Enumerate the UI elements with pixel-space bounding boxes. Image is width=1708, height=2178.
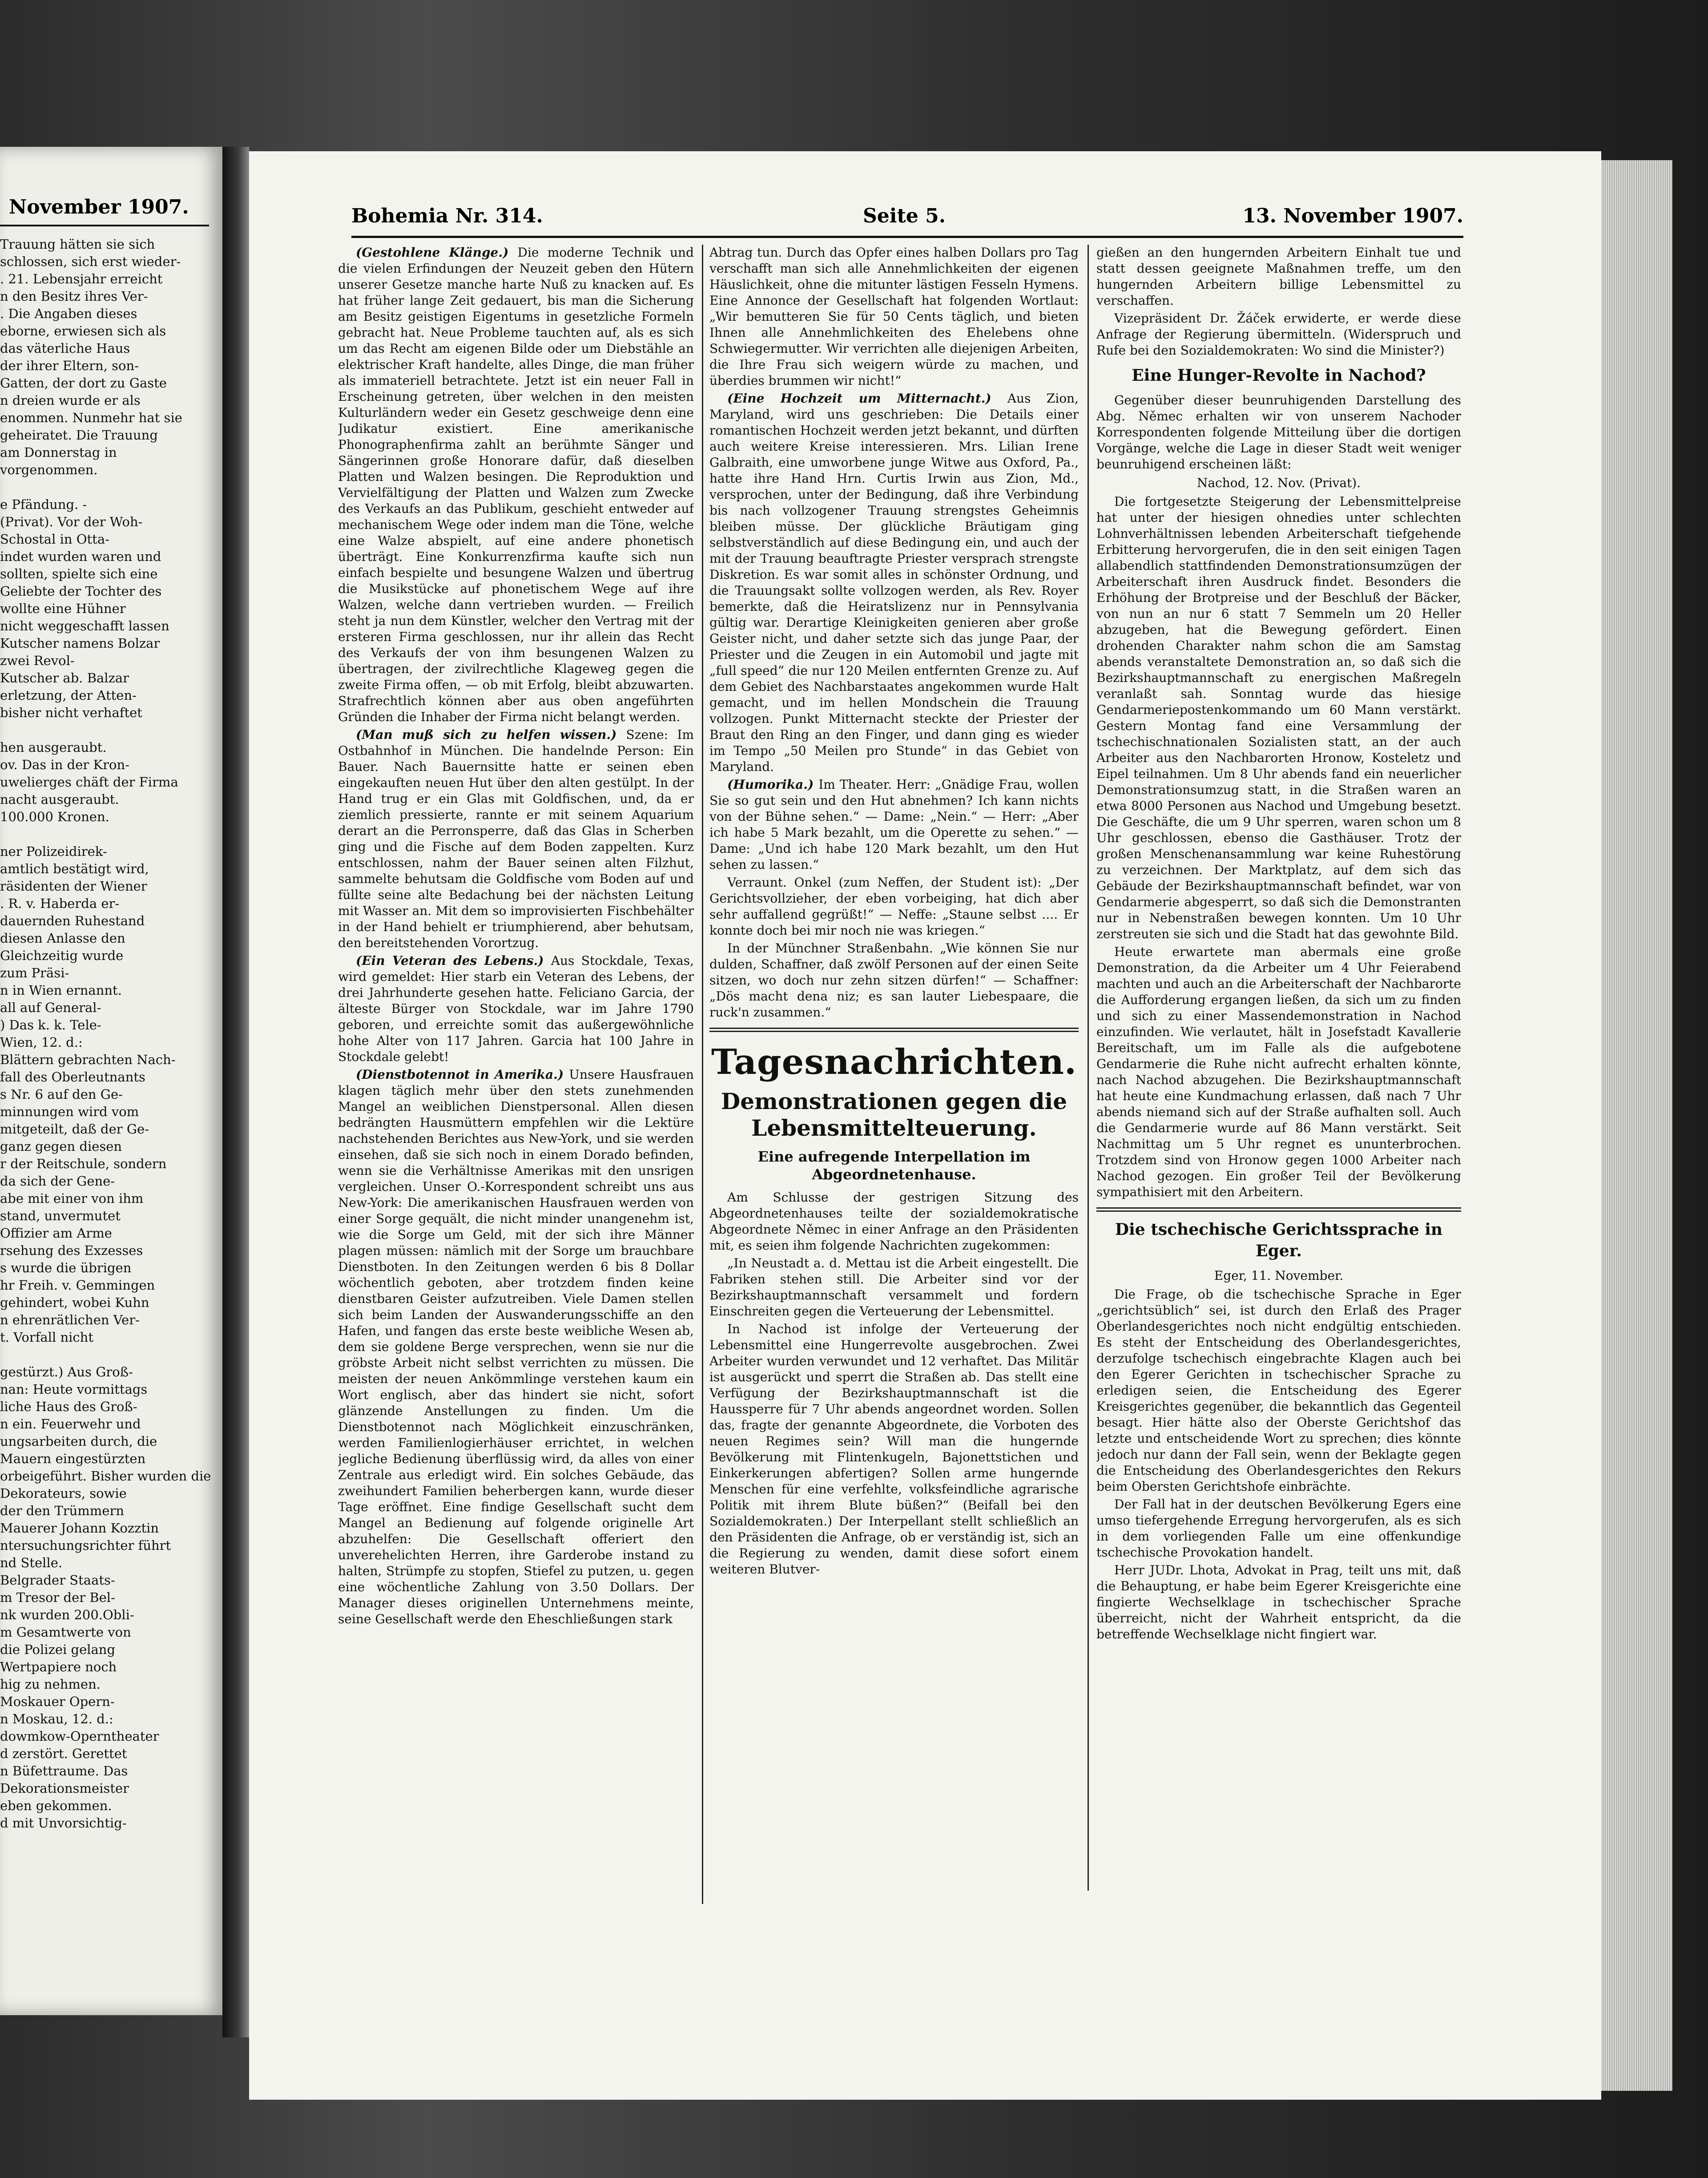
article-paragraph: [709, 1190, 1079, 1254]
left-page-line: gehindert, wobei Kuhn: [0, 1295, 149, 1310]
left-page-line: rsehung des Exzesses: [0, 1243, 143, 1258]
paragraph-text: Szene: Im Ostbahnhof in München. Die handelnde Person: Ein Bauer. Nach Bauernsitte hatte er seinen eben eingekauften neuen Hut über den alten gestülpt. In der Hand trug er ein Glas mit Goldfischen, und, da er ziemlich pressierte, rannte er mit seinem Aquarium derart an die Perronsperre, daß das Glas in Scherben ging und die Fische auf dem Boden zappelten. Kurz entschlossen, nahm der Bauer seinen alten Filzhut, sammelte behutsam die Goldfische vom Boden auf und füllte seine alte Bedachung bei der nächsten Leitung mit Wasser an. Mit dem so improvisierten Fischbehälter in der Hand behielt er triumphierend, aber behutsam, den bereitstehenden Vorortzug.: [338, 727, 694, 950]
paragraph-text: Unsere Hausfrauen klagen täglich mehr über den stets zunehmenden Mangel an weiblichen Dienstpersonal. Allen diesen bedrängten Hausmüttern empfehlen wir die Lektüre nachstehenden Berichtes aus New-York, und sie werden einsehen, daß sie sich noch in einem Dorado befinden, wenn sie die Verhältnisse Amerikas mit den unsrigen vergleichen. Unser O.-Korrespondent schreibt uns aus New-York: Die amerikanischen Hausfrauen werden von einer Sorge gequält, die nicht minder unangenehm ist, wie die Sorge um Geld, mit der sich ihre Männer plagen müssen: nämlich mit der Sorge um brauchbare Dienstboten. In den Zeitungen werden 6 bis 8 Dollar wöchentlich geboten, aber trotzdem finden keine dienstbaren Geister aufzutreiben. Viele Damen stellen sich beim Landen der Auswanderungsschiffe an den Hafen, und fangen das erste beste weibliche Wesen ab, dem sie goldene Berge versprechen, wenn sie nur die gröbste Arbeit nicht selbst verrichten zu müssen. Die meisten der neuen Ankömmlinge verstehen kaum ein Wort englisch, aber das hindert sie nicht, sofort glänzende Anstellungen zu finden. Um die Dienstbotennot nach Möglichkeit einzuschränken, werden Familienlogierhäuser errichtet, in welchen jegliche Bedienung überflüssig wird, da alles von einer Zentrale aus erledigt wird. Ein solches Gebäude, das zweihundert Familien beherbergen kann, wurde dieser Tage eröffnet. Eine findige Gesellschaft sucht dem Mangel an Bedienung auf folgende originelle Art abzuhelfen: Die Gesellschaft offeriert den unverehelichten Herren, ihre Garderobe instand zu halten, Strümpfe zu stopfen, Stiefel zu putzen, u. gegen eine wöchentliche Zahlung von 3.50 Dollars. Der Manager dieses originellen Unternehmens meinte, seine Gesellschaft werde den Eheschließungen stark: [338, 1067, 694, 1626]
paragraph-text: „In Neustadt a. d. Mettau ist die Arbeit eingestellt. Die Fabriken stehen still. Die Arbeiter sind vor der Bezirkshauptmannschaft versammelt und fordern Einschreiten gegen die Verteuerung der Lebensmittel.: [709, 1256, 1079, 1319]
left-page-line: ) Das k. k. Tele-: [0, 1017, 101, 1033]
left-page-line: amtlich bestätigt wird,: [0, 861, 149, 876]
left-page-line: hig zu nehmen.: [0, 1677, 101, 1692]
left-page-line: Dekorateurs, sowie: [0, 1486, 127, 1501]
article-paragraph: [709, 940, 1079, 1020]
paragraph-text: In Nachod ist infolge der Verteuerung der Lebensmittel eine Hungerrevolte ausgebrochen. Zwei Arbeiter wurden verwundet und 12 verhaftet. Das Militär ist ausgerückt und sperrt die Straßen ab. Das stellt eine Verfügung der Bezirkshauptmannschaft ist die Haussperre für 7 Uhr abends angeordnet worden. Sollen das, fragte der genannte Abgeordnete, die Vorboten des neuen Regimes sein? Will man die hungernde Bevölkerung mit Flintenkugeln, Bajonettstichen und Einkerkerungen abfertigen? Sollen arme hungernde Menschen für eine verfehlte, volksfeindliche agrarische Politik mit ihrem Blute büßen?“ (Beifall bei den Sozialdemokraten.) Der Interpellant stellt schließlich an den Präsidenten die Anfrage, ob er verständig ist, sich an die Regierung zu wenden, damit diese sofort einem weiteren Blutver-: [709, 1322, 1079, 1577]
article-paragraph: [709, 875, 1079, 939]
left-page-line: zwei Revol-: [0, 653, 75, 668]
left-page-line: Gleichzeitig wurde: [0, 948, 124, 963]
left-page-line: orbeigeführt. Bisher wurden die: [0, 1468, 211, 1484]
left-page-line: nd Stelle.: [0, 1555, 63, 1570]
paragraph-lead: (Man muß sich zu helfen wissen.): [356, 727, 626, 742]
article-paragraph: [1096, 311, 1461, 359]
left-page-line: n den Besitz ihres Ver-: [0, 289, 148, 304]
left-page-line: Belgrader Staats-: [0, 1573, 115, 1588]
section-rule: [709, 1028, 1079, 1032]
left-page-line: Kutscher namens Bolzar: [0, 636, 160, 651]
left-page-line: sollten, spielte sich eine: [0, 566, 158, 581]
left-page-line: zum Präsi-: [0, 965, 69, 980]
paragraph-text: In der Münchner Straßenbahn. „Wie können Sie nur dulden, Schaffner, daß zwölf Personen auf der einen Seite sitzen, wo doch nur zehn sitzen dürfen!“ — Schaffner: „Dös macht dena niz; es san lauter Liebespaare, die ruck'n zusammen.“: [709, 941, 1079, 1020]
article-paragraph: [338, 1067, 694, 1627]
left-page-line: Moskauer Opern-: [0, 1694, 115, 1709]
left-page-line: nacht ausgeraubt.: [0, 792, 119, 807]
left-page-line: liche Haus des Groß-: [0, 1399, 137, 1414]
book-gutter: [222, 147, 249, 2037]
paragraph-text: Am Schlusse der gestrigen Sitzung des Abgeordnetenhauses teilte der sozialdemokratische Abgeordnete Němec in einer Anfrage an den Präsidenten mit, es seien ihm folgende Nachrichten zugekommen:: [709, 1190, 1079, 1253]
left-page-line: t. Vorfall nicht: [0, 1330, 94, 1345]
left-page: [0, 147, 222, 2015]
dateline: Nachod, 12. Nov. (Privat).: [1196, 476, 1361, 490]
left-page-line: ungsarbeiten durch, die: [0, 1434, 157, 1449]
left-page-line: hen ausgeraubt.: [0, 740, 107, 755]
left-page-line: . Die Angaben dieses: [0, 306, 137, 321]
left-page-line: m Gesamtwerte von: [0, 1625, 131, 1640]
article-paragraph: [1096, 1496, 1461, 1561]
left-page-line: 100.000 Kronen.: [0, 809, 109, 824]
left-page-header: November 1907.: [9, 196, 189, 218]
left-page-line: Kutscher ab. Balzar: [0, 670, 129, 686]
column-2: [709, 245, 1079, 1579]
left-page-line: s wurde die übrigen: [0, 1260, 132, 1275]
left-page-line: all auf General-: [0, 1000, 101, 1015]
article-headline: Demonstrationen gegen die Lebensmittelteuerung.: [721, 1088, 1068, 1141]
column-divider-1: [702, 245, 703, 1904]
article-paragraph: [1096, 944, 1461, 1200]
left-page-line: ov. Das in der Kron-: [0, 757, 129, 772]
left-page-line: Gatten, der dort zu Gaste: [0, 375, 167, 391]
left-page-line: n ein. Feuerwehr und: [0, 1416, 141, 1432]
right-page: [249, 151, 1601, 2100]
paragraph-text: Vizepräsident Dr. Žáček erwiderte, er werde diese Anfrage der Regierung übermitteln. (Widerspruch und Rufe bei den Sozialdemokraten: Wo sind die Minister?): [1096, 311, 1461, 358]
left-page-line: e Pfändung. -: [0, 497, 87, 512]
left-page-line: . R. v. Haberda er-: [0, 896, 120, 911]
left-page-line: uwelierges chäft der Firma: [0, 774, 178, 790]
left-page-line: fall des Oberleutnants: [0, 1069, 145, 1085]
paragraph-text: Abtrag tun. Durch das Opfer eines halben Dollars pro Tag verschafft man sich alle Annehmlichkeiten der eigenen Häuslichkeit, ohne die mitunter lästigen Fesseln Hymens. Eine Annonce der Gesellschaft hat folgenden Wortlaut: „Wir bemutteren Sie für 50 Cents täglich, und bieten Ihnen alle Annehmlichkeiten des Ehelebens ohne Schwiegermutter. Wir verrichten alle diejenigen Arbeiten, die Ihre Frau sich weigern würde zu machen, und überdies brummen wir nicht!“: [709, 245, 1079, 388]
article-paragraph: [338, 245, 694, 725]
left-page-line: r der Reitschule, sondern: [0, 1156, 167, 1171]
left-page-line: Mauerer Johann Kozztin: [0, 1521, 159, 1536]
left-page-line: [0, 1346, 205, 1363]
left-page-line: Geliebte der Tochter des: [0, 584, 162, 599]
left-page-line: Offizier am Arme: [0, 1226, 112, 1241]
left-page-header-rule: [0, 225, 209, 226]
column-divider-2: [1088, 245, 1089, 1891]
left-page-line: stand, unvermutet: [0, 1208, 121, 1223]
paragraph-lead: (Gestohlene Klänge.): [356, 245, 518, 260]
left-page-line: vorgenommen.: [0, 462, 98, 477]
article-paragraph: [1096, 392, 1461, 472]
page-stack-edge: [1601, 160, 1672, 2091]
paragraph-text: Aus Zion, Maryland, wird uns geschrieben: Die Details einer romantischen Hochzeit werden jetzt bekannt, und dürften auch weitere Kreise interessieren. Mrs. Lilian Irene Galbraith, eine umworbene junge Witwe aus Oxford, Pa., hatte ihre Hand Hrn. Curtis Irwin aus Zion, Md., versprochen, unter der Bedingung, daß ihre Verbindung bis nach vollzogener Trauung strengstes Geheimnis bleiben müsse. Der glückliche Bräutigam ging selbstverständlich auf diese Bedingung ein, und auch der mit der Trauung beauftragte Priester versprach strengste Diskretion. Es war somit alles in schönster Ordnung, und die Trauungsakt sollte vollzogen werden, als Rev. Royer bemerkte, daß die Heiratslizenz nur in Pennsylvania gültig war. Derartige Kleinigkeiten genieren aber große Geister nicht, und daher setzte sich das junge Paar, der Priester und die Zeugen in ein Automobil und jagte mit „full speed“ die nur 120 Meilen entfernten Grenze zu. Auf dem Gebiet des Nachbarstaates angekommen wurde Halt gemacht, und im hellen Mondschein die Trauung vollzogen. Punkt Mitternacht steckte der Priester der Braut den Ring an den Finger, und dann ging es wieder im Tempo „50 Meilen pro Stunde“ in das Gebiet von Maryland.: [709, 391, 1079, 774]
left-page-line: eborne, erwiesen sich als: [0, 323, 166, 339]
paragraph-text: Verraunt. Onkel (zum Neffen, der Student ist): „Der Gerichtsvollzieher, der eben vorbeiging, hat dich aber sehr auffallend gegrüßt!“ — Neffe: „Staune selbst .... Er konnte doch bei mir noch nie was kriegen.“: [709, 875, 1079, 938]
section-rule: [1096, 1207, 1461, 1212]
left-page-line: nan: Heute vormittags: [0, 1382, 148, 1397]
left-page-line: enommen. Nunmehr hat sie: [0, 410, 182, 425]
article-subheadline: Eine aufregende Interpellation im Abgeordnetenhause.: [757, 1148, 1031, 1183]
left-page-line: eben gekommen.: [0, 1798, 112, 1813]
article-headline: Die tschechische Gerichtssprache in Eger.: [1115, 1220, 1443, 1260]
left-page-line: Mauern eingestürzten: [0, 1451, 146, 1466]
article-paragraph: [1096, 1562, 1461, 1642]
left-page-line: geheiratet. Die Trauung: [0, 428, 158, 443]
left-page-line: Blättern gebrachten Nach-: [0, 1052, 176, 1067]
header-rule: [351, 236, 1463, 238]
left-page-line: indet wurden waren und: [0, 549, 161, 564]
paragraph-text: Der Fall hat in der deutschen Bevölkerung Egers eine umso tiefergehende Erregung hervorgerufen, als es sich in dem vorliegenden Falle um eine offenkundige tschechische Provokation handelt.: [1096, 1497, 1461, 1560]
paragraph-lead: (Ein Veteran des Lebens.): [356, 953, 551, 968]
left-page-line: d mit Unvorsichtig-: [0, 1815, 127, 1831]
left-page-line: n Büfettraume. Das: [0, 1763, 128, 1779]
left-page-line: minnungen wird vom: [0, 1104, 139, 1119]
paragraph-text: Aus Stockdale, Texas, wird gemeldet: Hier starb ein Veteran des Lebens, der drei Jahrhunderte gesehen hatte. Feliciano Garcia, der älteste Bürger von Stockdale, war im Jahre 1790 geboren, und erreichte somit das außergewöhnliche hohe Alter von 117 Jahren. Garcia hat 100 Jahre in Stockdale gelebt!: [338, 953, 694, 1064]
article-headline: Eine Hunger-Revolte in Nachod?: [1132, 366, 1426, 385]
left-page-line: am Donnerstag in: [0, 445, 117, 460]
paragraph-lead: (Dienstbotennot in Amerika.): [356, 1067, 569, 1082]
left-page-line: mitgeteilt, daß der Ge-: [0, 1121, 149, 1137]
left-page-line: [0, 826, 205, 843]
left-page-line: d zerstört. Gerettet: [0, 1746, 127, 1761]
left-page-line: dauernden Ruhestand: [0, 913, 145, 928]
left-page-line: diesen Anlasse den: [0, 931, 125, 946]
paragraph-text: gießen an den hungernden Arbeitern Einhalt tue und statt dessen geeignete Maßnahmen treffe, um den hungernden Arbeitern billige Lebensmittel zu verschaffen.: [1096, 245, 1461, 308]
left-page-line: gestürzt.) Aus Groß-: [0, 1364, 133, 1379]
article-paragraph: [709, 391, 1079, 775]
paragraph-text: Gegenüber dieser beunruhigenden Darstellung des Abg. Němec erhalten wir von unserem Nachoder Korrespondenten folgende Mitteilung über die dortigen Vorgänge, welche die Lage in dieser Stadt weit weniger beunruhigend erscheinen läßt:: [1096, 393, 1461, 472]
article-paragraph: [1096, 494, 1461, 942]
left-page-line: wollte eine Hühner: [0, 601, 126, 616]
left-page-line: der ihrer Eltern, son-: [0, 358, 139, 373]
article-paragraph: [709, 245, 1079, 389]
left-page-line: ner Polizeidirek-: [0, 844, 107, 859]
left-page-line: n Moskau, 12. d.:: [0, 1711, 113, 1726]
left-page-line: s Nr. 6 auf den Ge-: [0, 1087, 123, 1102]
left-page-line: abe mit einer von ihm: [0, 1191, 144, 1206]
left-page-line: ganz gegen diesen: [0, 1139, 122, 1154]
paragraph-text: Die Frage, ob die tschechische Sprache in Eger „gerichtsüblich“ sei, ist durch den Erlaß des Prager Oberlandesgerichtes noch nicht endgültig entschieden. Es steht der Entscheidung des Oberlandesgerichtes, derzufolge tschechisch eingebrachte Klagen auch bei den Egerer Gerichten in tschechischer Sprache zu erledigen seien, die Entscheidung des Egerer Kreisgerichtes gegenüber, die bekanntlich das Gegenteil besagt. Hier hätte also der Oberste Gerichtshof das letzte und entscheidende Wort zu sprechen; dies könnte jedoch nur dann der Fall sein, wenn der Beklagte gegen die Entscheidung des Oberlandesgerichtes den Rekurs beim Obersten Gerichtshofe einbrächte.: [1096, 1287, 1461, 1494]
left-page-line: m Tresor der Bel-: [0, 1590, 115, 1605]
paragraph-lead: (Humorika.): [727, 777, 819, 792]
left-page-line: n ehrenrätlichen Ver-: [0, 1312, 140, 1327]
left-page-line: Trauung hätten sie sich: [0, 237, 155, 252]
section-title: Tagesnachrichten.: [711, 1042, 1077, 1082]
paragraph-text: Heute erwartete man abermals eine große Demonstration, da die Arbeiter um 4 Uhr Feierabend machten und auch an die Arbeiterschaft der Nachbarorte die Aufforderung ergangen ließen, da sich um zu finden und sich zu einer Massendemonstration in Nachod einzufinden. Wie verlautet, hält in Josefstadt Kavallerie Bereitschaft, um im Falle als die aufgebotene Gendarmerie die Ruhe nicht aufrecht erhalten könnte, nach Nachod abzugehen. Die Bezirkshauptmannschaft hat heute eine Kundmachung erlassen, daß nach 7 Uhr abends niemand sich auf der Straße aufhalten soll. Auch die Gendarmerie wurde auf 86 Mann verstärkt. Seit Nachmittag um 5 Uhr regnet es ununterbrochen. Trotzdem sind von Hronow gegen 1000 Arbeiter nach Nachod gezogen. Ein großer Teil der Bevölkerung sympathisiert mit den Arbeitern.: [1096, 944, 1461, 1199]
left-page-line: räsidenten der Wiener: [0, 879, 147, 894]
page-number: Seite 5.: [863, 205, 946, 227]
newspaper-issue: Bohemia Nr. 314.: [351, 205, 543, 227]
left-page-line: Wien, 12. d.:: [0, 1035, 83, 1050]
left-page-line: das väterliche Haus: [0, 341, 130, 356]
left-page-line: hr Freih. v. Gemmingen: [0, 1278, 155, 1293]
left-page-line: dowmkow-Operntheater: [0, 1729, 159, 1744]
article-paragraph: [338, 727, 694, 951]
left-page-line: Dekorationsmeister: [0, 1781, 129, 1796]
paragraph-text: Herr JUDr. Lhota, Advokat in Prag, teilt uns mit, daß die Behauptung, er habe beim Egerer Kreisgerichte eine fingierte Wechselklage in tschechischer Sprache überreicht, nicht der Wahrheit entspricht, da die betreffende Wechselklage nicht fingiert war.: [1096, 1563, 1461, 1642]
left-page-line: bisher nicht verhaftet: [0, 705, 142, 720]
left-page-line: erletzung, der Atten-: [0, 688, 137, 703]
article-paragraph: [1096, 1287, 1461, 1495]
paragraph-text: Die fortgesetzte Steigerung der Lebensmittelpreise hat unter der hiesigen ohnedies unter schlechten Lohnverhältnissen lebenden Arbeiterschaft tiefgehende Erbitterung hervorgerufen, die in den seit einigen Tagen allabendlich stattfindenden Demonstrationsumzügen der Arbeiterschaft ihren Ausdruck findet. Besonders die Erhöhung der Brotpreise und der Beschluß der Bäcker, von nun an nur 6 statt 7 Semmeln um 20 Heller abzugeben, hat die Bewegung gefördert. Einen drohenden Charakter nahm schon die am Samstag abends veranstaltete Demonstration an, so daß sich die Bezirkshauptmannschaft zu energischen Maßregeln veranlaßt sah. Sonntag wurde das hiesige Gendarmeriepostenkommando um 60 Mann verstärkt. Gestern Montag fand eine Versammlung der tschechischnationalen Sozialisten statt, an der auch Arbeiter aus den Nachbarorten Hronow, Kosteletz und Eipel teilnahmen. Um 8 Uhr abends fand ein neuerlicher Demonstrationsumzug statt, in die Straßen waren an etwa 8000 Personen aus Nachod und Umgebung besetzt. Die Geschäfte, die um 9 Uhr sperren, waren schon um 8 Uhr geschlossen, ebenso die Gasthäuser. Trotz der großen Menschenansammlung war keine Ruhestörung zu verzeichnen. Der Marktplatz, auf dem sich das Gebäude der Bezirkshauptmannschaft befindet, war von Gendarmerie abgesperrt, so daß sich die Demonstranten nur in Nebenstraßen bewegen konnten. Um 10 Uhr zerstreuten sie sich und die Stadt hat das gewohnte Bild.: [1096, 494, 1461, 941]
left-page-column: [0, 236, 211, 1832]
left-page-line: ntersuchungsrichter führt: [0, 1538, 171, 1553]
article-paragraph: [1096, 245, 1461, 309]
article-paragraph: [338, 953, 694, 1065]
paragraph-lead: (Eine Hochzeit um Mitternacht.): [727, 391, 1007, 406]
dateline: Eger, 11. November.: [1214, 1268, 1344, 1283]
left-page-line: [0, 479, 205, 496]
page-header: [351, 205, 1463, 231]
column-3: [1096, 245, 1461, 1644]
left-page-line: die Polizei gelang: [0, 1642, 116, 1657]
left-page-line: der den Trümmern: [0, 1503, 125, 1518]
left-page-line: schlossen, sich erst wieder-: [0, 254, 181, 269]
left-page-line: nk wurden 200.Obli-: [0, 1607, 134, 1622]
left-page-line: da sich der Gene-: [0, 1174, 115, 1189]
article-paragraph: [709, 777, 1079, 873]
left-page-line: . 21. Lebensjahr erreicht: [0, 271, 163, 286]
left-page-line: nicht weggeschafft lassen: [0, 618, 169, 633]
column-1: [338, 245, 694, 1629]
left-page-line: n in Wien ernannt.: [0, 983, 122, 998]
left-page-line: Schostal in Otta-: [0, 532, 109, 547]
article-paragraph: [709, 1321, 1079, 1577]
issue-date: 13. November 1907.: [1242, 205, 1463, 227]
article-paragraph: [709, 1255, 1079, 1319]
left-page-line: (Privat). Vor der Woh-: [0, 514, 143, 529]
left-page-line: n dreien wurde er als: [0, 393, 141, 408]
paragraph-text: Im Theater. Herr: „Gnädige Frau, wollen Sie so gut sein und den Hut abnehmen? Ich kann nichts von der Bühne sehen.“ — Dame: „Nein.“ — Herr: „Aber ich habe 5 Mark bezahlt, um die Operette zu sehen.“ — Dame: „Und ich habe 120 Mark bezahlt, um den Hut sehen zu lassen.“: [709, 777, 1079, 872]
left-page-line: [0, 722, 205, 739]
paragraph-text: Die moderne Technik und die vielen Erfindungen der Neuzeit geben den Hütern unserer Gesetze manche harte Nuß zu knacken auf. Es hat früher lange Zeit gedauert, bis man die Sicherung am Besitz geistigen Eigentums in gesetzliche Formeln gebracht hat. Neue Probleme tauchten auf, als es sich um das Recht am eigenen Bilde oder um Diebstähle an elektrischer Kraft handelte, alles Dinge, die man früher als immateriell betrachtete. Jetzt ist ein neuer Fall in Erscheinung getreten, über welchen in den meisten Kulturländern weder ein Gesetz geschweige denn eine Judikatur existiert. Eine amerikanische Phonographenfirma zahlt an berühmte Sänger und Sängerinnen große Honorare dafür, daß dieselben Platten und Walzen besingen. Die Reproduktion und Vervielfältigung der Platten und Walzen zum Zwecke des Verkaufs an das Publikum, geschieht entweder auf mechanischem Wege oder indem man die Töne, welche eine Walze abspielt, auf eine andere phonetisch überträgt. Eine Konkurrenzfirma kaufte sich nun einfach bespielte und besungene Walzen und übertrug die Musikstücke auf phonetischem Wege auf ihre Walzen, welche dann vertrieben wurden. — Freilich steht ja nun dem Künstler, welcher den Vertrag mit der ersteren Firma geschlossen, nur ihr allein das Recht des Verkaufs der von ihm besungenen Walzen zu übertragen, der zivilrechtliche Klageweg gegen die zweite Firma offen, — ob mit Erfolg, bleibt abzuwarten. Strafrechtlich können aber aus oben angeführten Gründen die Inhaber der Firma nicht belangt werden.: [338, 245, 694, 724]
left-page-line: Wertpapiere noch: [0, 1659, 117, 1674]
